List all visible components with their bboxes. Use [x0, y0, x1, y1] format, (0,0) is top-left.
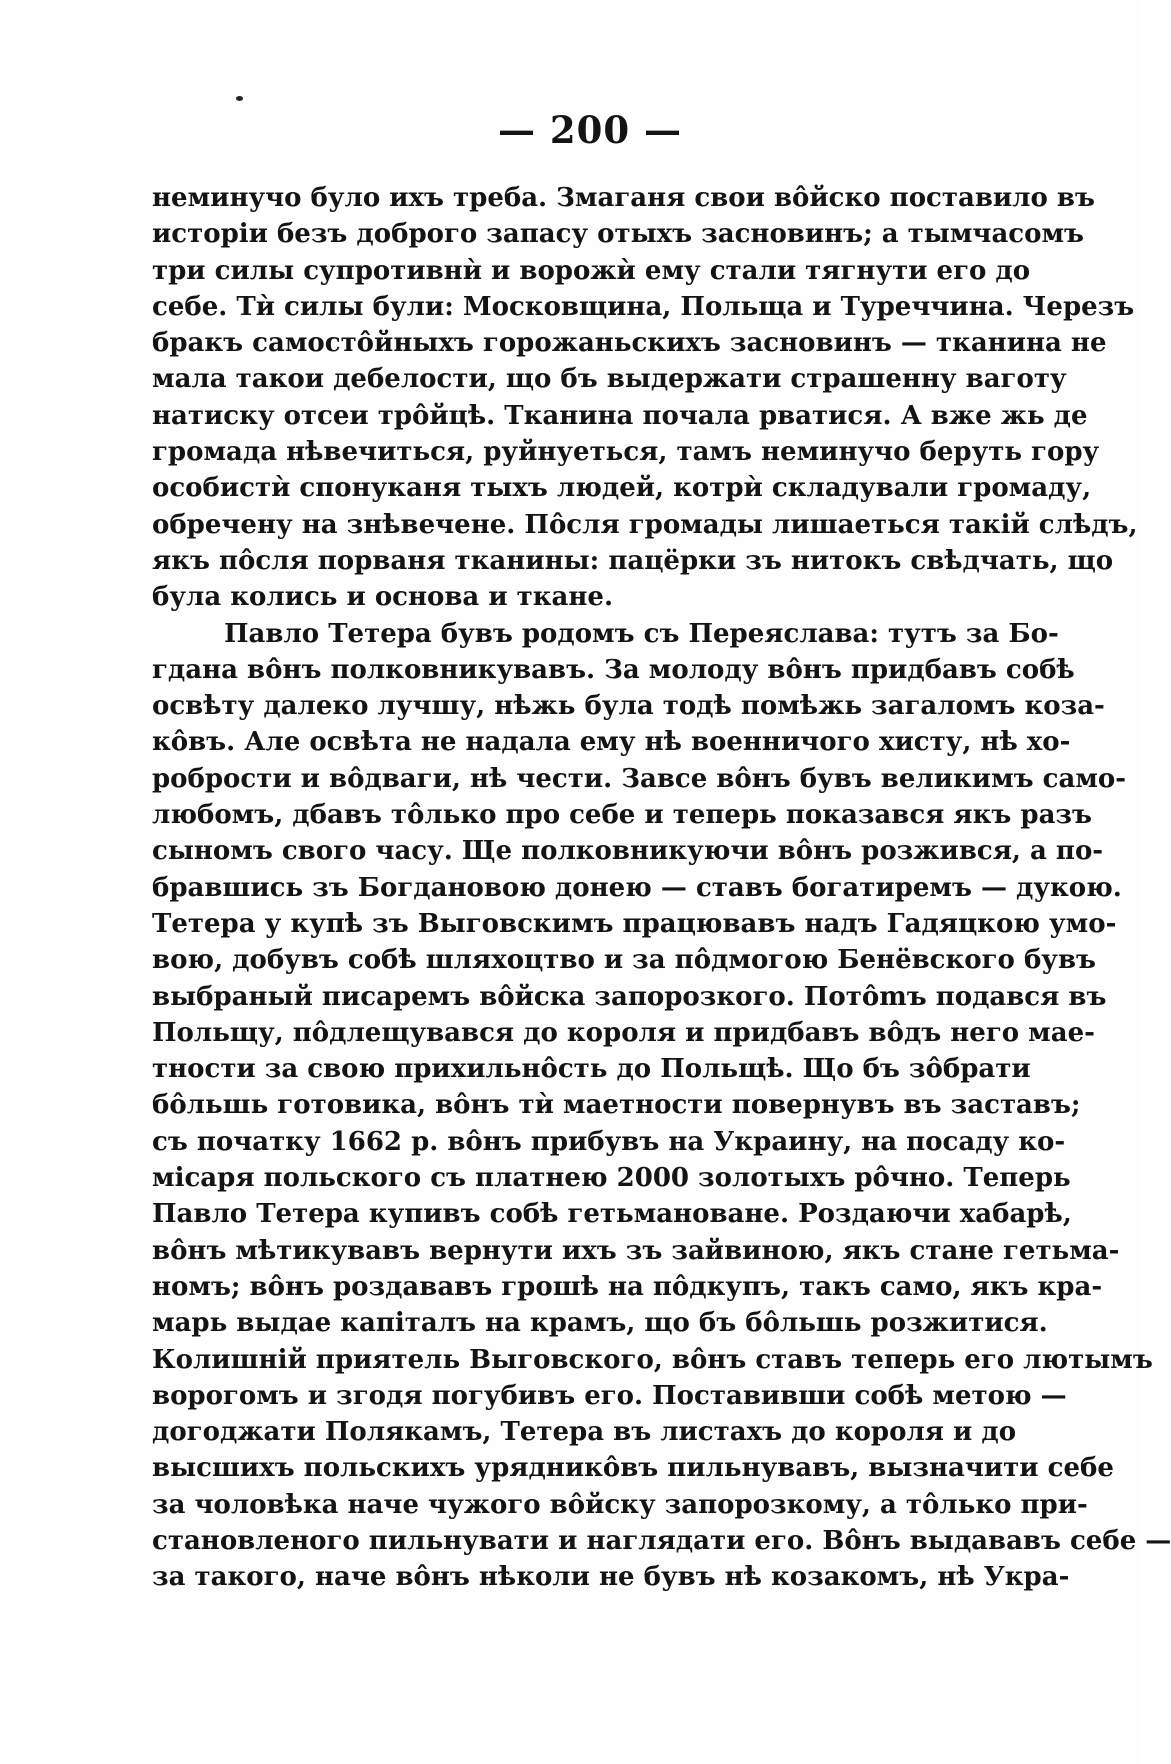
text-line: становленого пильнувати и наглядати его. Вôнъ выдававъ себе — [152, 1525, 1171, 1556]
text-line: тности за свою прихильнôсть до Польщѣ. Що бъ зôбрати [152, 1054, 1031, 1085]
text-line: обречену на знѣвечене. Пôсля громады лишаеться такій слѣдъ, [152, 509, 1138, 540]
text-line: бравшись зъ Богдановою донею — ставъ богатиремъ — дукою. [152, 872, 1122, 903]
text-line: себе. Тѝ силы були: Московщина, Польща и Туреччина. Черезъ [152, 291, 1135, 322]
text-line: неминучо було ихъ треба. Змаганя свои вôйско поставило въ [152, 183, 1095, 213]
text-line: догоджати Полякамъ, Тетера въ листахъ до короля и до [152, 1417, 1017, 1448]
text-line: сыномъ свого часу. Ще полковникуючи вôнъ розжився, а по- [152, 836, 1104, 867]
text-line: освѣту далеко лучшу, нѣжь була тодѣ помѣжь загаломъ коза- [152, 691, 1105, 722]
text-line: марь выдае капiталъ на крамъ, що бъ бôльшь розжитися. [152, 1308, 1048, 1339]
text-line: мiсаря польского съ платнею 2000 золотыхъ рôчно. Теперь [152, 1163, 1071, 1194]
text-line: громада нѣвечиться, руйнуеться, тамъ неминучо беруть гору [152, 437, 1100, 468]
text-line: Павло Тетера купивъ собѣ гетьманованe. Роздаючи хабарѣ, [152, 1199, 1072, 1230]
text-line: робрости и вôдваги, нѣ чести. Завсе вôнъ бувъ великимъ само- [152, 763, 1127, 794]
text-line: высшихъ польскихъ урядникôвъ пильнувавъ, вызначити себе [152, 1453, 1114, 1484]
text-line: за чоловѣка наче чужого вôйску запорозкому, а тôлько при- [152, 1489, 1088, 1520]
page-number: — 200 — [498, 108, 682, 152]
text-line: натиску отсеи трôйцѣ. Тканина почала рватися. А вже жь де [152, 400, 1088, 431]
paragraph-2 [152, 616, 1171, 1596]
body-text [152, 180, 1171, 1596]
text-line: выбраный писаремъ вôйска запорозкого. Потômъ подався въ [152, 981, 1107, 1012]
text-line: гдана вôнъ полковникувавъ. За молоду вôнъ придбавъ собѣ [152, 654, 1075, 685]
text-line: съ початку 1662 р. вôнъ прибувъ на Украину, на посаду ко- [152, 1126, 1066, 1157]
text-line: була колись и основа и ткане. [152, 582, 614, 613]
text-line: номъ; вôнъ роздававъ грошѣ на пôдкупъ, такъ само, якъ кра- [152, 1271, 1103, 1302]
text-line: Павло Тетера бувъ родомъ съ Переяслава: тутъ за Бо- [224, 618, 1059, 649]
text-line: три силы супротивнѝ и ворожѝ ему стали тягнути его до [152, 255, 1031, 286]
text-line: Тетера у купѣ зъ Выговскимъ працювавъ надъ Гадяцкою умо- [152, 908, 1117, 939]
text-line: особистѝ спонуканя тыхъ людей, котрѝ складували громаду, [152, 473, 1092, 504]
text-line: любомъ, дбавъ тôлько про себе и теперь показався якъ разъ [152, 800, 1092, 831]
text-line: за такого, наче вôнъ нѣколи не бувъ нѣ козакомъ, нѣ Укра- [152, 1562, 1070, 1593]
text-line: Польщу, пôдлещувався до короля и придбавъ вôдъ него мае- [152, 1017, 1095, 1048]
text-line: мала такои дебелости, що бъ выдержати страшенну ваготу [152, 364, 1067, 395]
text-line: бôльшь готовика, вôнъ тѝ маетности повернувъ въ заставъ; [152, 1090, 1081, 1121]
text-line: исторіи безъ доброго запасу отыхъ засновинъ; а тымчасомъ [152, 219, 1085, 250]
paragraph-1 [152, 180, 1138, 616]
text-line: ворогомъ и згодя погубивъ его. Поставивши собѣ метою — [152, 1380, 1067, 1411]
text-line: бракъ самостôйныхъ горожаньскихъ засновинъ — тканина не [152, 328, 1107, 359]
text-line: кôвъ. Але освѣта не надала ему нѣ военничого хисту, нѣ хо- [152, 727, 1071, 758]
ink-spot [236, 96, 243, 101]
text-line: вою, добувъ собѣ шляхоцтво и за пôдмогою Бенёвского бувъ [152, 945, 1096, 976]
text-line: Колишнiй приятель Выговского, вôнъ ставъ теперь его лютымъ [152, 1344, 1153, 1375]
text-line: якъ пôсля порваня тканины: пацёрки зъ нитокъ свѣдчать, що [152, 545, 1114, 576]
text-line: вôнъ мѣтикувавъ вернути ихъ зъ зайвиною, якъ стане гетьма- [152, 1235, 1120, 1266]
